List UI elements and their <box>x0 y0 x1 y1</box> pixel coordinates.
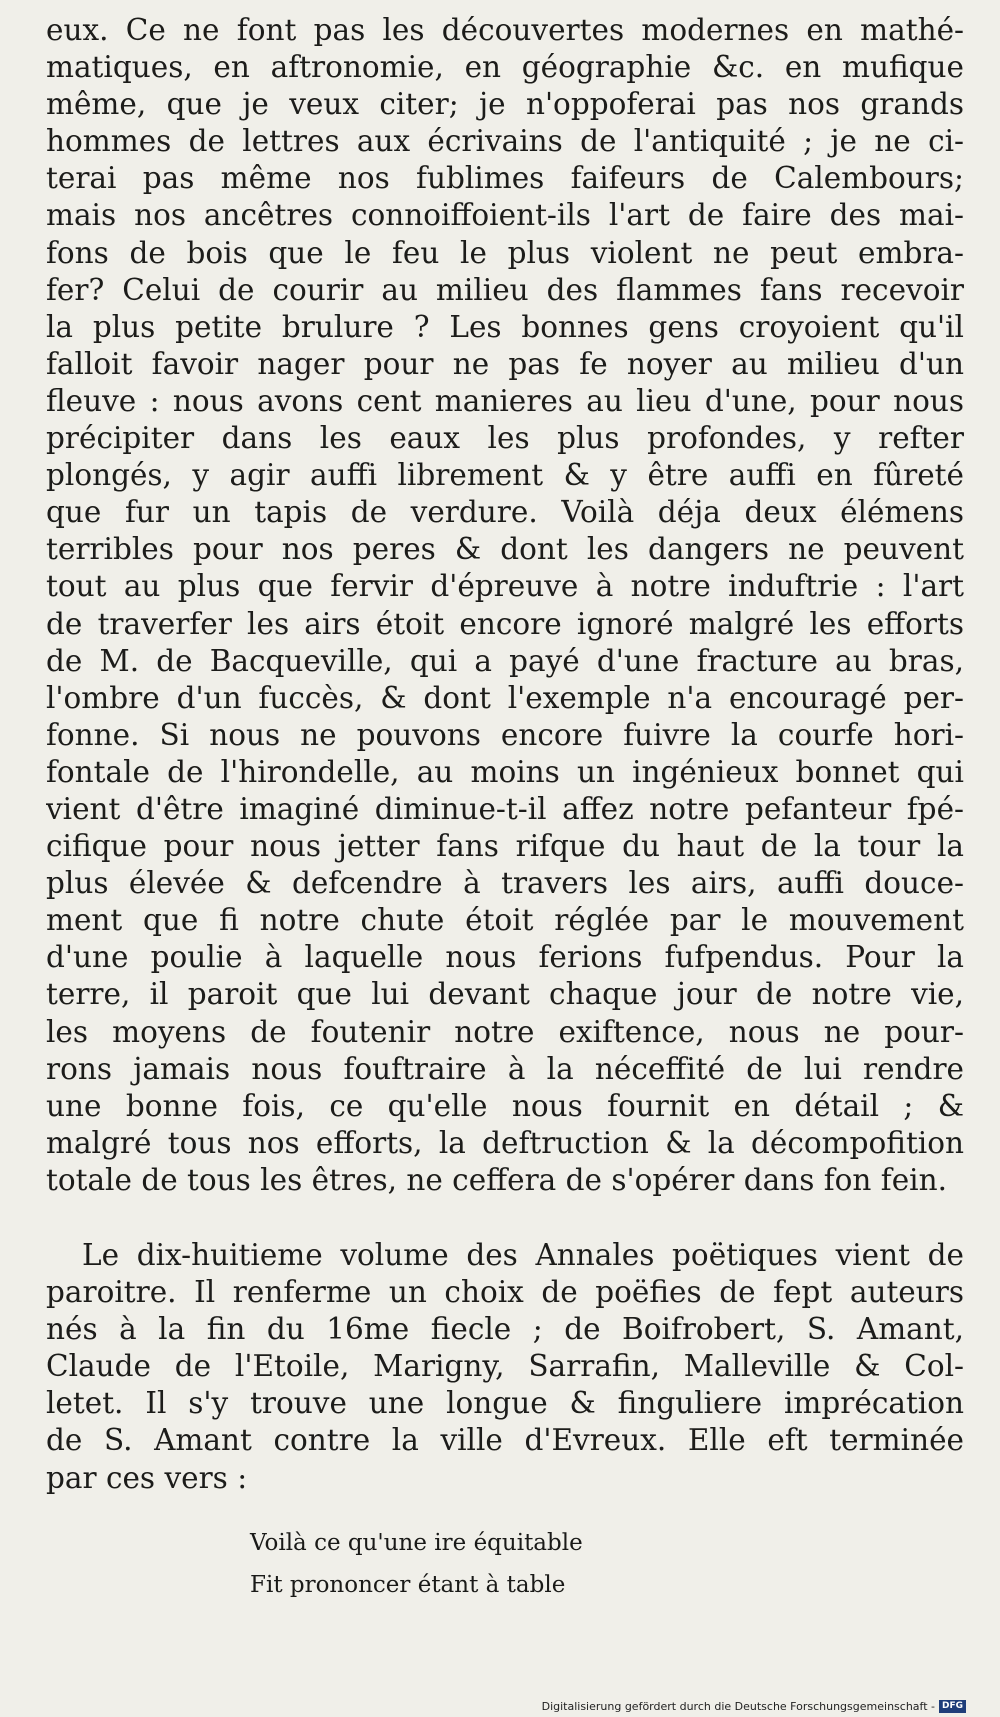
text-line: fleuve : nous avons cent manieres au lieu d'une, pour nous <box>46 383 964 418</box>
text-line: rons jamais nous fouftraire à la néceffité de lui rendre <box>46 1051 964 1086</box>
text-line: terre, il paroit que lui devant chaque jour de notre vie, <box>46 977 964 1012</box>
text-line: terai pas même nos fublimes faifeurs de Calembours; <box>46 161 964 196</box>
text-line: nés à la fin du 16me fiecle ; de Boifrobert, S. Amant, <box>46 1312 964 1347</box>
text-line: malgré tous nos efforts, la deftruction & la décompofition <box>46 1125 964 1160</box>
text-line: d'une poulie à laquelle nous ferions fufpendus. Pour la <box>46 940 964 975</box>
digitization-credit <box>542 1700 966 1713</box>
text-line: Claude de l'Etoile, Marigny, Sarrafin, Malleville & Col- <box>46 1349 964 1384</box>
text-line: par ces vers : <box>46 1460 248 1495</box>
verse-line: Fit prononcer étant à table <box>250 1572 566 1598</box>
text-line: les moyens de foutenir notre exiftence, nous ne pour- <box>46 1014 964 1049</box>
text-line: plongés, y agir auffi librement & y être auffi en fûreté <box>46 458 964 493</box>
text-line: ment que fi notre chute étoit réglée par le mouvement <box>46 903 964 938</box>
text-line: matiques, en aftronomie, en géographie &c. en mufique <box>46 50 964 85</box>
text-line: hommes de lettres aux écrivains de l'antiquité ; je ne ci- <box>46 124 964 159</box>
text-line: fonne. Si nous ne pouvons encore fuivre la courfe hori- <box>46 717 964 752</box>
text-line: fontale de l'hirondelle, au moins un ingénieux bonnet qui <box>46 754 964 789</box>
text-line: terribles pour nos peres & dont les dangers ne peuvent <box>46 532 964 567</box>
text-line: fons de bois que le feu le plus violent ne peut embra- <box>46 235 964 270</box>
text-line: falloit favoir nager pour ne pas fe noyer au milieu d'un <box>46 346 964 381</box>
text-line: fer? Celui de courir au milieu des flammes fans recevoir <box>46 272 964 307</box>
text-line: précipiter dans les eaux les plus profondes, y refter <box>46 421 964 456</box>
text-line: totale de tous les êtres, ne ceffera de s'opérer dans fon fein. <box>46 1162 947 1197</box>
body-text <box>46 12 964 1497</box>
paragraph-2 <box>46 1237 964 1497</box>
text-line: vient d'être imaginé diminue-t-il affez notre pefanteur fpé- <box>46 791 964 826</box>
verse-line: Voilà ce qu'une ire équitable <box>250 1530 583 1556</box>
text-line: que fur un tapis de verdure. Voilà déja deux élémens <box>46 495 964 530</box>
text-line: même, que je veux citer; je n'oppoferai pas nos grands <box>46 87 964 122</box>
dfg-logo-icon: DFG <box>939 1700 966 1713</box>
text-line: l'ombre d'un fuccès, & dont l'exemple n'a encouragé per- <box>46 680 964 715</box>
text-line: paroitre. Il renferme un choix de poëfies de fept auteurs <box>46 1275 964 1310</box>
text-line: plus élevée & defcendre à travers les airs, auffi douce- <box>46 866 964 901</box>
text-line: mais nos ancêtres connoiffoient-ils l'art de faire des mai- <box>46 198 964 233</box>
text-line: letet. Il s'y trouve une longue & finguliere imprécation <box>46 1386 964 1421</box>
text-line: la plus petite brulure ? Les bonnes gens croyoient qu'il <box>46 309 964 344</box>
paragraph-1 <box>46 12 964 1199</box>
text-line: de traverfer les airs étoit encore ignoré malgré les efforts <box>46 606 964 641</box>
text-line: de S. Amant contre la ville d'Evreux. Elle eft terminée <box>46 1423 964 1458</box>
text-line: tout au plus que fervir d'épreuve à notre induftrie : l'art <box>46 569 964 604</box>
text-line: de M. de Bacqueville, qui a payé d'une fracture au bras, <box>46 643 964 678</box>
credit-text: Digitalisierung gefördert durch die Deutsche Forschungsgemeinschaft - <box>541 1700 935 1713</box>
text-line: Le dix-huitieme volume des Annales poëtiques vient de <box>82 1238 964 1272</box>
text-line: cifique pour nous jetter fans rifque du haut de la tour la <box>46 829 964 864</box>
text-line: une bonne fois, ce qu'elle nous fournit en détail ; & <box>46 1088 964 1123</box>
text-line: eux. Ce ne font pas les découvertes modernes en mathé- <box>46 13 964 47</box>
